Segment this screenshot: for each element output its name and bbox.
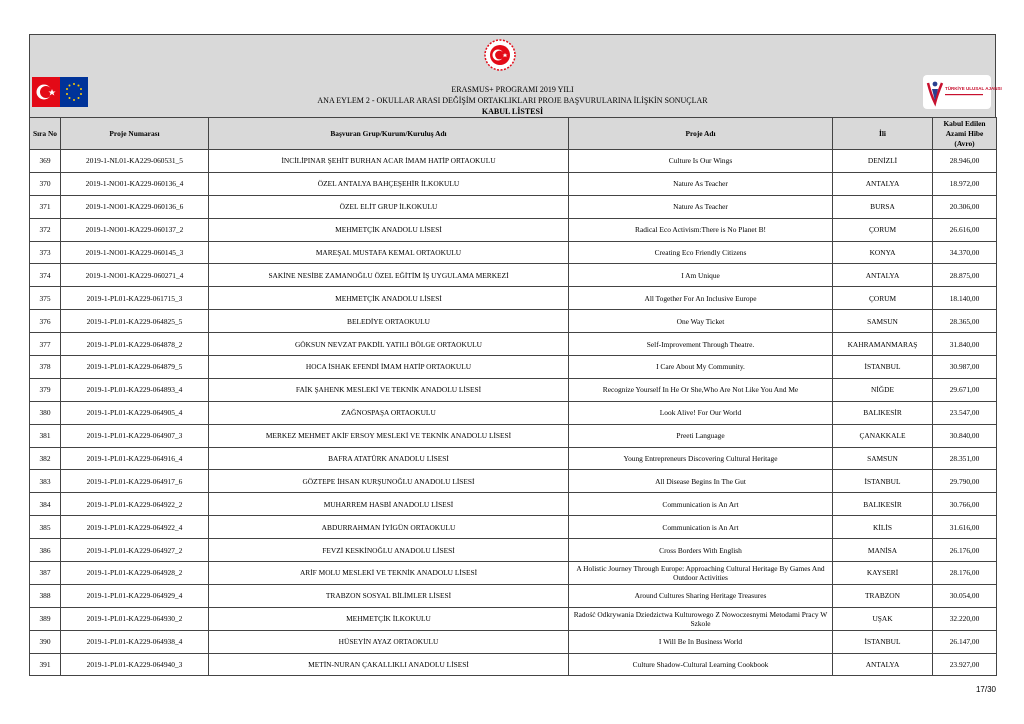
project-name-cell: Recognize Yourself In He Or She,Who Are Not Like You And Me — [569, 378, 833, 401]
applicant-cell: FEVZİ KESKİNOĞLU ANADOLU LİSESİ — [209, 539, 569, 562]
project-name-cell: Self-Improvement Through Theatre. — [569, 333, 833, 356]
col-header-city: İli — [833, 118, 933, 150]
applicant-cell: MEHMETÇİK ANADOLU LİSESİ — [209, 287, 569, 310]
table-row — [30, 218, 997, 241]
project-number-cell: 2019-1-PL01-KA229-064917_6 — [61, 470, 209, 493]
applicant-cell: MEHMETÇİK İLKOKULU — [209, 607, 569, 630]
grant-cell: 23.927,00 — [933, 653, 997, 676]
grant-cell: 30.766,00 — [933, 493, 997, 516]
table-body — [30, 150, 997, 676]
project-name-cell: Communication is An Art — [569, 516, 833, 539]
applicant-cell: TRABZON SOSYAL BİLİMLER LİSESİ — [209, 584, 569, 607]
row-number-cell: 385 — [30, 516, 61, 539]
grant-cell: 32.220,00 — [933, 607, 997, 630]
applicant-cell: HOCA İSHAK EFENDİ İMAM HATİP ORTAOKULU — [209, 356, 569, 379]
table-row — [30, 356, 997, 379]
project-name-cell: Creating Eco Friendly Citizens — [569, 241, 833, 264]
document-header — [29, 34, 1002, 117]
row-number-cell: 370 — [30, 172, 61, 195]
applicant-cell: MEHMETÇİK ANADOLU LİSESİ — [209, 218, 569, 241]
project-name-cell: All Disease Begins In The Gut — [569, 470, 833, 493]
project-name-cell: Preeti Language — [569, 424, 833, 447]
table-row — [30, 562, 997, 585]
applicant-cell: FAİK ŞAHENK MESLEKİ VE TEKNİK ANADOLU LİSESİ — [209, 378, 569, 401]
col-header-applicant: Başvuran Grup/Kurum/Kuruluş Adı — [209, 118, 569, 150]
city-cell: BURSA — [833, 195, 933, 218]
table-row — [30, 539, 997, 562]
city-cell: BALIKESİR — [833, 401, 933, 424]
grant-cell: 18.140,00 — [933, 287, 997, 310]
applicant-cell: ÖZEL ELİT GRUP İLKOKULU — [209, 195, 569, 218]
project-name-cell: Look Alive! For Our World — [569, 401, 833, 424]
header-titles — [30, 84, 995, 117]
city-cell: MANİSA — [833, 539, 933, 562]
row-number-cell: 379 — [30, 378, 61, 401]
row-number-cell: 373 — [30, 241, 61, 264]
project-number-cell: 2019-1-NO01-KA229-060145_3 — [61, 241, 209, 264]
page-number: 17/30 — [975, 685, 996, 694]
svg-text:TÜRKİYE ULUSAL AJANSI: TÜRKİYE ULUSAL AJANSI — [945, 86, 1002, 91]
project-name-cell: Nature As Teacher — [569, 195, 833, 218]
project-number-cell: 2019-1-PL01-KA229-064916_4 — [61, 447, 209, 470]
row-number-cell: 376 — [30, 310, 61, 333]
table-row — [30, 493, 997, 516]
project-number-cell: 2019-1-PL01-KA229-064893_4 — [61, 378, 209, 401]
project-number-cell: 2019-1-PL01-KA229-064938_4 — [61, 630, 209, 653]
table-row — [30, 447, 997, 470]
project-number-cell: 2019-1-PL01-KA229-064879_5 — [61, 356, 209, 379]
grant-cell: 18.972,00 — [933, 172, 997, 195]
project-number-cell: 2019-1-PL01-KA229-064929_4 — [61, 584, 209, 607]
applicant-cell: MERKEZ MEHMET AKİF ERSOY MESLEKİ VE TEKNİK ANADOLU LİSESİ — [209, 424, 569, 447]
project-name-cell: Nature As Teacher — [569, 172, 833, 195]
row-number-cell: 381 — [30, 424, 61, 447]
table-row — [30, 401, 997, 424]
applicant-cell: ÖZEL ANTALYA BAHÇEŞEHİR İLKOKULU — [209, 172, 569, 195]
row-number-cell: 371 — [30, 195, 61, 218]
city-cell: KİLİS — [833, 516, 933, 539]
table-row — [30, 150, 997, 173]
row-number-cell: 378 — [30, 356, 61, 379]
applicant-cell: HÜSEYİN AYAZ ORTAOKULU — [209, 630, 569, 653]
project-name-cell: Young Entrepreneurs Discovering Cultural Heritage — [569, 447, 833, 470]
row-number-cell: 372 — [30, 218, 61, 241]
project-number-cell: 2019-1-PL01-KA229-064878_2 — [61, 333, 209, 356]
project-number-cell: 2019-1-NO01-KA229-060137_2 — [61, 218, 209, 241]
city-cell: ANTALYA — [833, 653, 933, 676]
table-row — [30, 653, 997, 676]
col-header-grant: Kabul Edilen Azami Hibe (Avro) — [933, 118, 997, 150]
action-title: ANA EYLEM 2 - OKULLAR ARASI DEĞİŞİM ORTAKLIKLARI PROJE BAŞVURULARINA İLİŞKİN SONUÇLAR — [317, 96, 708, 105]
project-name-cell: I Will Be In Business World — [569, 630, 833, 653]
row-number-cell: 384 — [30, 493, 61, 516]
city-cell: KAYSERİ — [833, 562, 933, 585]
city-cell: TRABZON — [833, 584, 933, 607]
project-number-cell: 2019-1-PL01-KA229-064927_2 — [61, 539, 209, 562]
table-row — [30, 241, 997, 264]
applicant-cell: GÖKSUN NEVZAT PAKDİL YATILI BÖLGE ORTAOKULU — [209, 333, 569, 356]
applicant-cell: GÖZTEPE İHSAN KURŞUNOĞLU ANADOLU LİSESİ — [209, 470, 569, 493]
project-number-cell: 2019-1-PL01-KA229-064922_4 — [61, 516, 209, 539]
project-number-cell: 2019-1-NO01-KA229-060271_4 — [61, 264, 209, 287]
project-number-cell: 2019-1-PL01-KA229-064940_3 — [61, 653, 209, 676]
city-cell: SAMSUN — [833, 447, 933, 470]
grant-cell: 28.351,00 — [933, 447, 997, 470]
row-number-cell: 383 — [30, 470, 61, 493]
project-name-cell: A Holistic Journey Through Europe: Approaching Cultural Heritage By Games And Outdoor Activities — [569, 562, 833, 585]
city-cell: UŞAK — [833, 607, 933, 630]
project-number-cell: 2019-1-PL01-KA229-064825_5 — [61, 310, 209, 333]
row-number-cell: 388 — [30, 584, 61, 607]
applicant-cell: BAFRA ATATÜRK ANADOLU LİSESİ — [209, 447, 569, 470]
project-number-cell: 2019-1-NO01-KA229-060136_6 — [61, 195, 209, 218]
applicant-cell: ZAĞNOSPAŞA ORTAOKULU — [209, 401, 569, 424]
applicant-cell: SAKİNE NESİBE ZAMANOĞLU ÖZEL EĞİTİM İŞ UYGULAMA MERKEZİ — [209, 264, 569, 287]
table-header-row — [30, 118, 997, 150]
col-header-project-number: Proje Numarası — [61, 118, 209, 150]
acceptance-table — [29, 117, 997, 676]
grant-cell: 23.547,00 — [933, 401, 997, 424]
project-number-cell: 2019-1-PL01-KA229-064928_2 — [61, 562, 209, 585]
table-row — [30, 424, 997, 447]
project-name-cell: Culture Shadow-Cultural Learning Cookbook — [569, 653, 833, 676]
grant-cell: 31.616,00 — [933, 516, 997, 539]
row-number-cell: 391 — [30, 653, 61, 676]
table-row — [30, 516, 997, 539]
project-name-cell: Communication is An Art — [569, 493, 833, 516]
applicant-cell: ABDURRAHMAN İYİGÜN ORTAOKULU — [209, 516, 569, 539]
table-row — [30, 378, 997, 401]
project-number-cell: 2019-1-PL01-KA229-064922_2 — [61, 493, 209, 516]
table-row — [30, 333, 997, 356]
project-name-cell: All Together For An Inclusive Europe — [569, 287, 833, 310]
col-header-project-name: Proje Adı — [569, 118, 833, 150]
grant-cell: 28.365,00 — [933, 310, 997, 333]
grant-cell: 26.147,00 — [933, 630, 997, 653]
grant-cell: 30.840,00 — [933, 424, 997, 447]
grant-cell: 26.176,00 — [933, 539, 997, 562]
project-name-cell: Radical Eco Activism:There is No Planet B! — [569, 218, 833, 241]
project-name-cell: Culture Is Our Wings — [569, 150, 833, 173]
city-cell: ÇANAKKALE — [833, 424, 933, 447]
project-name-cell: Cross Borders With English — [569, 539, 833, 562]
grant-cell: 30.987,00 — [933, 356, 997, 379]
city-cell: İSTANBUL — [833, 630, 933, 653]
city-cell: NİĞDE — [833, 378, 933, 401]
city-cell: KAHRAMANMARAŞ — [833, 333, 933, 356]
row-number-cell: 386 — [30, 539, 61, 562]
grant-cell: 28.875,00 — [933, 264, 997, 287]
grant-cell: 34.370,00 — [933, 241, 997, 264]
table-row — [30, 470, 997, 493]
table-row — [30, 584, 997, 607]
row-number-cell: 380 — [30, 401, 61, 424]
program-title: ERASMUS+ PROGRAMI 2019 YILI — [451, 85, 574, 94]
city-cell: BALIKESİR — [833, 493, 933, 516]
applicant-cell: MUHARREM HASBİ ANADOLU LİSESİ — [209, 493, 569, 516]
row-number-cell: 377 — [30, 333, 61, 356]
project-number-cell: 2019-1-NL01-KA229-060531_5 — [61, 150, 209, 173]
row-number-cell: 387 — [30, 562, 61, 585]
city-cell: SAMSUN — [833, 310, 933, 333]
grant-cell: 28.176,00 — [933, 562, 997, 585]
city-cell: İSTANBUL — [833, 470, 933, 493]
row-number-cell: 375 — [30, 287, 61, 310]
applicant-cell: METİN-NURAN ÇAKALLIKLI ANADOLU LİSESİ — [209, 653, 569, 676]
project-number-cell: 2019-1-PL01-KA229-064907_3 — [61, 424, 209, 447]
col-header-no: Sıra No — [30, 118, 61, 150]
project-number-cell: 2019-1-NO01-KA229-060136_4 — [61, 172, 209, 195]
table-row — [30, 264, 997, 287]
project-number-cell: 2019-1-PL01-KA229-064930_2 — [61, 607, 209, 630]
project-number-cell: 2019-1-PL01-KA229-064905_4 — [61, 401, 209, 424]
table-row — [30, 172, 997, 195]
project-number-cell: 2019-1-PL01-KA229-061715_3 — [61, 287, 209, 310]
grant-cell: 29.790,00 — [933, 470, 997, 493]
turkish-emblem-logo — [484, 39, 516, 71]
city-cell: DENİZLİ — [833, 150, 933, 173]
row-number-cell: 389 — [30, 607, 61, 630]
applicant-cell: İNCİLİPINAR ŞEHİT BURHAN ACAR İMAM HATİP ORTAOKULU — [209, 150, 569, 173]
row-number-cell: 390 — [30, 630, 61, 653]
city-cell: İSTANBUL — [833, 356, 933, 379]
document-page — [29, 34, 1002, 676]
city-cell: ÇORUM — [833, 218, 933, 241]
grant-cell: 20.306,00 — [933, 195, 997, 218]
city-cell: KONYA — [833, 241, 933, 264]
grant-cell: 26.616,00 — [933, 218, 997, 241]
table-row — [30, 195, 997, 218]
project-name-cell: I Care About My Community. — [569, 356, 833, 379]
row-number-cell: 374 — [30, 264, 61, 287]
project-name-cell: I Am Unique — [569, 264, 833, 287]
row-number-cell: 369 — [30, 150, 61, 173]
grant-cell: 31.840,00 — [933, 333, 997, 356]
row-number-cell: 382 — [30, 447, 61, 470]
grant-cell: 30.054,00 — [933, 584, 997, 607]
applicant-cell: BELEDİYE ORTAOKULU — [209, 310, 569, 333]
city-cell: ÇORUM — [833, 287, 933, 310]
applicant-cell: MAREŞAL MUSTAFA KEMAL ORTAOKULU — [209, 241, 569, 264]
table-row — [30, 287, 997, 310]
city-cell: ANTALYA — [833, 172, 933, 195]
grant-cell: 28.946,00 — [933, 150, 997, 173]
table-row — [30, 310, 997, 333]
table-row — [30, 607, 997, 630]
grant-cell: 29.671,00 — [933, 378, 997, 401]
table-row — [30, 630, 997, 653]
city-cell: ANTALYA — [833, 264, 933, 287]
applicant-cell: ARİF MOLU MESLEKİ VE TEKNİK ANADOLU LİSESİ — [209, 562, 569, 585]
project-name-cell: Radość Odkrywania Dziedzictwa Kulturowego Z Nowoczesnymi Metodami Pracy W Szkole — [569, 607, 833, 630]
project-name-cell: One Way Ticket — [569, 310, 833, 333]
project-name-cell: Around Cultures Sharing Heritage Treasures — [569, 584, 833, 607]
list-title: KABUL LİSTESİ — [481, 107, 544, 116]
